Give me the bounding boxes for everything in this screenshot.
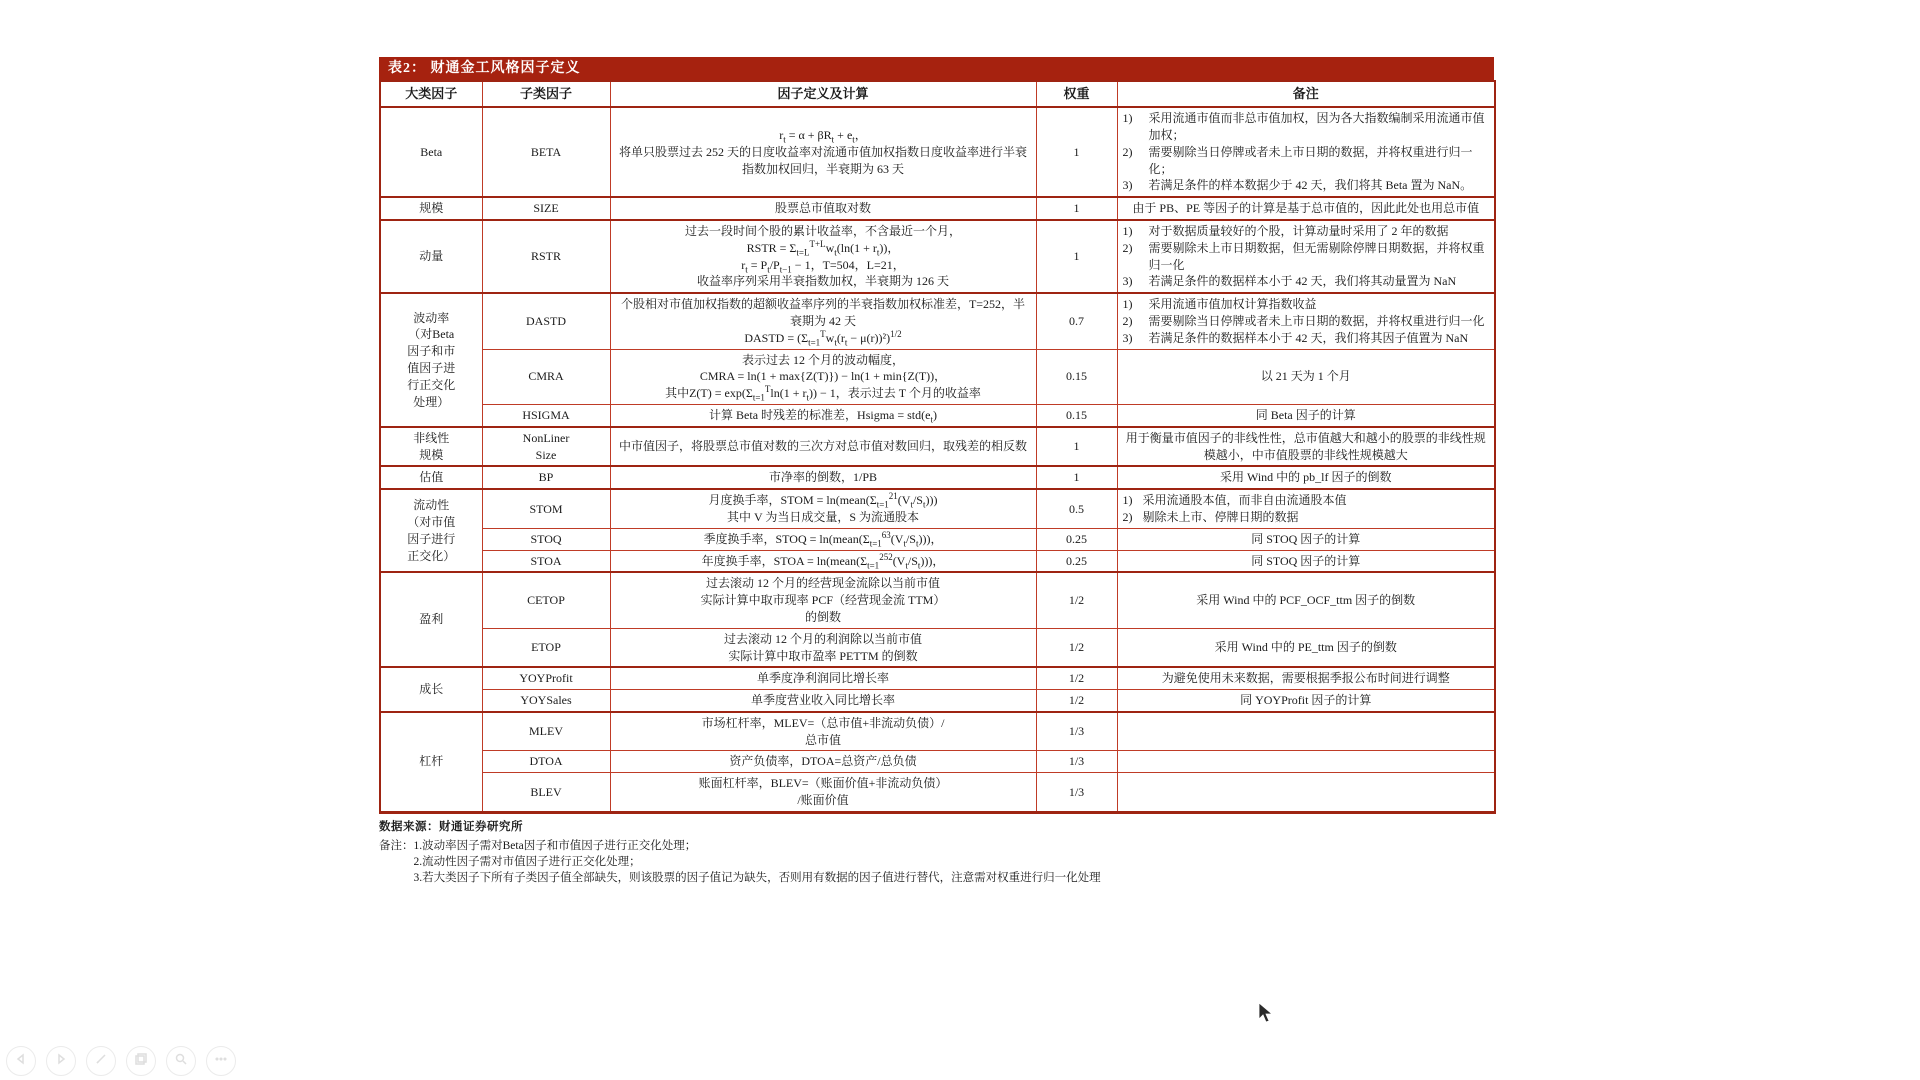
note-cell: 以 21 天为 1 个月	[1117, 349, 1495, 404]
weight-cell: 0.15	[1036, 349, 1117, 404]
table-row	[380, 751, 1495, 773]
note-cell: 为避免使用未来数据，需要根据季报公布时间进行调整	[1117, 667, 1495, 689]
definition-cell	[610, 528, 1036, 550]
footnote-line: 1.波动率因子需对Beta因子和市值因子进行正交化处理；	[413, 839, 697, 852]
category-cell: 估值	[380, 466, 482, 489]
mouse-cursor	[1258, 1002, 1274, 1024]
subfactor-cell: DTOA	[482, 751, 610, 773]
table-row	[380, 349, 1495, 404]
note-cell	[1117, 489, 1495, 528]
note-cell: 由于 PB、PE 等因子的计算是基于总市值的，因此此处也用总市值	[1117, 197, 1495, 220]
note-cell	[1117, 293, 1495, 349]
table-row	[380, 628, 1495, 667]
note-cell	[1117, 220, 1495, 293]
definition-line: 其中$Z(T) = \exp(\Sigma_{t=1}^T\ln(1 + r_t)) - 1$，表示过去 T 个月的收益率	[665, 384, 981, 403]
definition-line: 中市值因子，将股票总市值对数的三次方对总市值对数回归，取残差的相反数	[618, 439, 1027, 454]
category-cell: 规模	[380, 197, 482, 220]
table-row	[380, 667, 1495, 689]
definition-line: 过去滚动 12 个月的利润除以当前市值	[723, 631, 922, 646]
weight-cell: 1/2	[1036, 628, 1117, 667]
note-item: 1) 采用流通股本值，而非自由流通股本值	[1122, 493, 1347, 508]
table-row	[380, 550, 1495, 572]
note-cell	[1117, 751, 1495, 773]
category-cell: Beta	[380, 107, 482, 197]
weight-cell: 1/3	[1036, 773, 1117, 813]
definition-cell	[610, 572, 1036, 628]
definition-cell	[610, 404, 1036, 426]
definition-cell	[610, 220, 1036, 293]
weight-cell: 1/2	[1036, 572, 1117, 628]
subfactor-cell: NonLiner Size	[482, 427, 610, 467]
table-title: 表2： 财通金工风格因子定义	[388, 61, 581, 76]
definition-line: CMRA = ln(1 + max{Z(T)}) − ln(1 + min{Z(T))，	[699, 369, 947, 384]
search-icon	[174, 1052, 188, 1071]
column-header: 大类因子	[380, 81, 482, 107]
previous-icon	[14, 1052, 28, 1071]
definition-line: 资产负债率，DTOA=总资产/总负债	[729, 754, 917, 769]
definition-line: 总市值	[804, 732, 841, 747]
note-item: 3) 若满足条件的样本数据少于 42 天，我们将其 Beta 置为 NaN。	[1122, 178, 1473, 193]
category-cell: 非线性 规模	[380, 427, 482, 467]
table-row	[380, 220, 1495, 293]
slides-button[interactable]	[126, 1046, 156, 1076]
category-cell: 杠杆	[380, 712, 482, 812]
note-cell: 同 Beta 因子的计算	[1117, 404, 1495, 426]
definition-line: RSTR = $\Sigma_{t=L}^{T+L}w_t(\ln(1 + r_t))$，	[746, 238, 900, 258]
data-source-note: 数据来源：财通证券研究所	[379, 820, 523, 833]
subfactor-cell: RSTR	[482, 220, 610, 293]
note-item: 2) 需要剔除当日停牌或者未上市日期的数据，并将权重进行归一化	[1122, 313, 1485, 328]
table-row	[380, 773, 1495, 813]
table-row	[380, 427, 1495, 467]
note-cell: 同 YOYProfit 因子的计算	[1117, 690, 1495, 712]
column-header: 子类因子	[482, 81, 610, 107]
more-button[interactable]	[206, 1046, 236, 1076]
definition-cell	[610, 107, 1036, 197]
definition-line: 市净率的倒数，1/PB	[768, 470, 877, 485]
note-item: 1) 采用流通市值而非总市值加权，因为各大指数编制采用流通市值加权；	[1122, 111, 1485, 142]
footnote-label: 备注：	[379, 839, 414, 852]
subfactor-cell: STOA	[482, 550, 610, 572]
subfactor-cell: ETOP	[482, 628, 610, 667]
weight-cell: 0.25	[1036, 550, 1117, 572]
note-cell: 采用 Wind 中的 pb_lf 因子的倒数	[1117, 466, 1495, 489]
note-cell: 同 STOQ 因子的计算	[1117, 550, 1495, 572]
category-cell: 动量	[380, 220, 482, 293]
definition-line: 股票总市值取对数	[774, 201, 871, 216]
table-row	[380, 466, 1495, 489]
next-icon	[54, 1052, 68, 1071]
subfactor-cell: BP	[482, 466, 610, 489]
table-row	[380, 712, 1495, 751]
subfactor-cell: CETOP	[482, 572, 610, 628]
definition-line: 实际计算中取市盈率 PETTM 的倒数	[728, 648, 918, 663]
note-item: 2) 需要剔除当日停牌或者未上市日期的数据，并将权重进行归一化；	[1122, 144, 1473, 176]
table-header-row	[380, 81, 1495, 107]
definition-cell	[610, 349, 1036, 404]
note-cell	[1117, 773, 1495, 813]
table-title-bar	[379, 57, 1494, 80]
definition-cell	[610, 466, 1036, 489]
factor-definition-table	[379, 80, 1496, 814]
definition-line: 过去一段时间个股的累计收益率，不含最近一个月，	[684, 223, 961, 238]
note-item: 1) 对于数据质量较好的个股，计算动量时采用了 2 年的数据	[1122, 223, 1449, 238]
definition-line: 季度换手率，STOQ = $\ln(mean(\Sigma_{t=1}^{63}(V_t/S_t)))$，	[703, 529, 943, 549]
definition-cell	[610, 197, 1036, 220]
note-cell: 采用 Wind 中的 PE_ttm 因子的倒数	[1117, 628, 1495, 667]
weight-cell: 1/3	[1036, 751, 1117, 773]
note-item: 3) 若满足条件的数据样本小于 42 天，我们将其因子值置为 NaN	[1122, 330, 1469, 345]
weight-cell: 0.15	[1036, 404, 1117, 426]
subfactor-cell: DASTD	[482, 293, 610, 349]
definition-line: 账面杠杆率，BLEV=（账面价值+非流动负债）	[698, 776, 948, 791]
slides-icon	[134, 1052, 148, 1071]
pen-button[interactable]	[86, 1046, 116, 1076]
note-item: 2) 需要剔除未上市日期数据，但无需剔除停牌日期数据，并将权重归一化	[1122, 240, 1485, 272]
definition-line: 市场杠杆率，MLEV=（总市值+非流动负债）/	[701, 715, 945, 730]
definition-cell	[610, 489, 1036, 528]
subfactor-cell: MLEV	[482, 712, 610, 751]
definition-line: DASTD = $(\Sigma_{t=1}^Tw_t(r_t - \mu(r))^2)^{1/2}$	[744, 328, 902, 348]
weight-cell: 1	[1036, 427, 1117, 467]
subfactor-cell: BLEV	[482, 773, 610, 813]
next-button[interactable]	[46, 1046, 76, 1076]
more-icon	[214, 1052, 228, 1071]
weight-cell: 1	[1036, 220, 1117, 293]
category-cell: 波动率 （对Beta 因子和市 值因子进 行正交化 处理）	[380, 293, 482, 427]
definition-cell	[610, 427, 1036, 467]
definition-cell	[610, 773, 1036, 813]
definition-line: $r_t = P_t/P_{t-1} - 1$，T=504，L=21，	[741, 257, 905, 274]
definition-line: 单季度营业收入同比增长率	[750, 693, 895, 708]
footnote-line: 3.若大类因子下所有子类因子值全部缺失，则该股票的因子值记为缺失，否则用有数据的因子值进行替代，注意需对权重进行归一化处理	[413, 871, 1101, 884]
note-item: 3) 若满足条件的数据样本小于 42 天，我们将其动量置为 NaN	[1122, 274, 1457, 289]
definition-line: 年度换手率，STOA = $\ln(mean(\Sigma_{t=1}^{252}(V_t/S_t)))$，	[701, 551, 945, 570]
subfactor-cell: CMRA	[482, 349, 610, 404]
subfactor-cell: YOYSales	[482, 690, 610, 712]
subfactor-cell: BETA	[482, 107, 610, 197]
category-cell: 流动性 （对市值 因子进行 正交化）	[380, 489, 482, 572]
note-cell	[1117, 712, 1495, 751]
subfactor-cell: HSIGMA	[482, 404, 610, 426]
weight-cell: 0.5	[1036, 489, 1117, 528]
footnotes	[379, 837, 1494, 885]
report-table-document	[379, 57, 1494, 885]
table-row	[380, 293, 1495, 349]
weight-cell: 1/3	[1036, 712, 1117, 751]
table-row	[380, 489, 1495, 528]
viewer-toolbar	[6, 1046, 236, 1076]
weight-cell: 1	[1036, 107, 1117, 197]
footnote-line: 2.流动性因子需对市值因子进行正交化处理；	[413, 855, 641, 868]
definition-cell	[610, 628, 1036, 667]
definition-line: 过去滚动 12 个月的经营现金流除以当前市值	[705, 576, 940, 591]
definition-cell	[610, 667, 1036, 689]
note-cell: 同 STOQ 因子的计算	[1117, 528, 1495, 550]
definition-line: 实际计算中取市现率 PCF（经营现金流 TTM）	[700, 593, 946, 608]
definition-line: 收益率序列采用半衰指数加权，半衰期为 126 天	[696, 274, 949, 289]
table-row	[380, 572, 1495, 628]
table-row	[380, 528, 1495, 550]
definition-line: 的倒数	[804, 609, 841, 624]
weight-cell: 0.7	[1036, 293, 1117, 349]
definition-line: /账面价值	[797, 793, 849, 808]
previous-button[interactable]	[6, 1046, 36, 1076]
search-button[interactable]	[166, 1046, 196, 1076]
table-row	[380, 107, 1495, 197]
column-header: 备注	[1117, 81, 1495, 107]
category-cell: 盈利	[380, 572, 482, 667]
subfactor-cell: STOQ	[482, 528, 610, 550]
subfactor-cell: SIZE	[482, 197, 610, 220]
column-header: 权重	[1036, 81, 1117, 107]
subfactor-cell: STOM	[482, 489, 610, 528]
table-row	[380, 690, 1495, 712]
definition-line: 月度换手率，STOM = $\ln(mean(\Sigma_{t=1}^{21}(V_t/S_t)))$	[708, 491, 938, 510]
weight-cell: 1	[1036, 466, 1117, 489]
definition-line: 表示过去 12 个月的波动幅度，	[741, 352, 904, 367]
subfactor-cell: YOYProfit	[482, 667, 610, 689]
definition-cell	[610, 751, 1036, 773]
column-header: 因子定义及计算	[610, 81, 1036, 107]
definition-line: 个股相对市值加权指数的超额收益率序列的半衰指数加权标准差，T=252，半衰期为 42 天	[620, 297, 1026, 328]
note-cell: 采用 Wind 中的 PCF_OCF_ttm 因子的倒数	[1117, 572, 1495, 628]
category-cell: 成长	[380, 667, 482, 712]
definition-cell	[610, 293, 1036, 349]
note-item: 2) 剔除未上市、停牌日期的数据	[1122, 509, 1299, 524]
table-row	[380, 404, 1495, 426]
weight-cell: 1/2	[1036, 667, 1117, 689]
table-row	[380, 197, 1495, 220]
definition-cell	[610, 712, 1036, 751]
definition-line: $r_t = \alpha + \beta R_t + e_t$，	[779, 127, 867, 145]
definition-line: 将单只股票过去 252 天的日度收益率对流通市值加权指数日度收益率进行半衰指数加权回归，半衰期为 63 天	[618, 144, 1027, 176]
note-item: 1) 采用流通市值加权计算指数收益	[1122, 297, 1317, 312]
definition-cell	[610, 550, 1036, 572]
pen-icon	[94, 1052, 108, 1071]
weight-cell: 1/2	[1036, 690, 1117, 712]
weight-cell: 0.25	[1036, 528, 1117, 550]
definition-line: 计算 Beta 时残差的标准差，Hsigma = $std(e_t)$	[709, 407, 937, 425]
note-cell: 用于衡量市值因子的非线性性，总市值越大和越小的股票的非线性规模越小，中市值股票的非线性规模越大	[1117, 427, 1495, 467]
definition-line: 其中 V 为当日成交量，S 为流通股本	[726, 509, 920, 524]
weight-cell: 1	[1036, 197, 1117, 220]
note-cell	[1117, 107, 1495, 197]
definition-line: 单季度净利润同比增长率	[756, 671, 889, 686]
definition-cell	[610, 690, 1036, 712]
